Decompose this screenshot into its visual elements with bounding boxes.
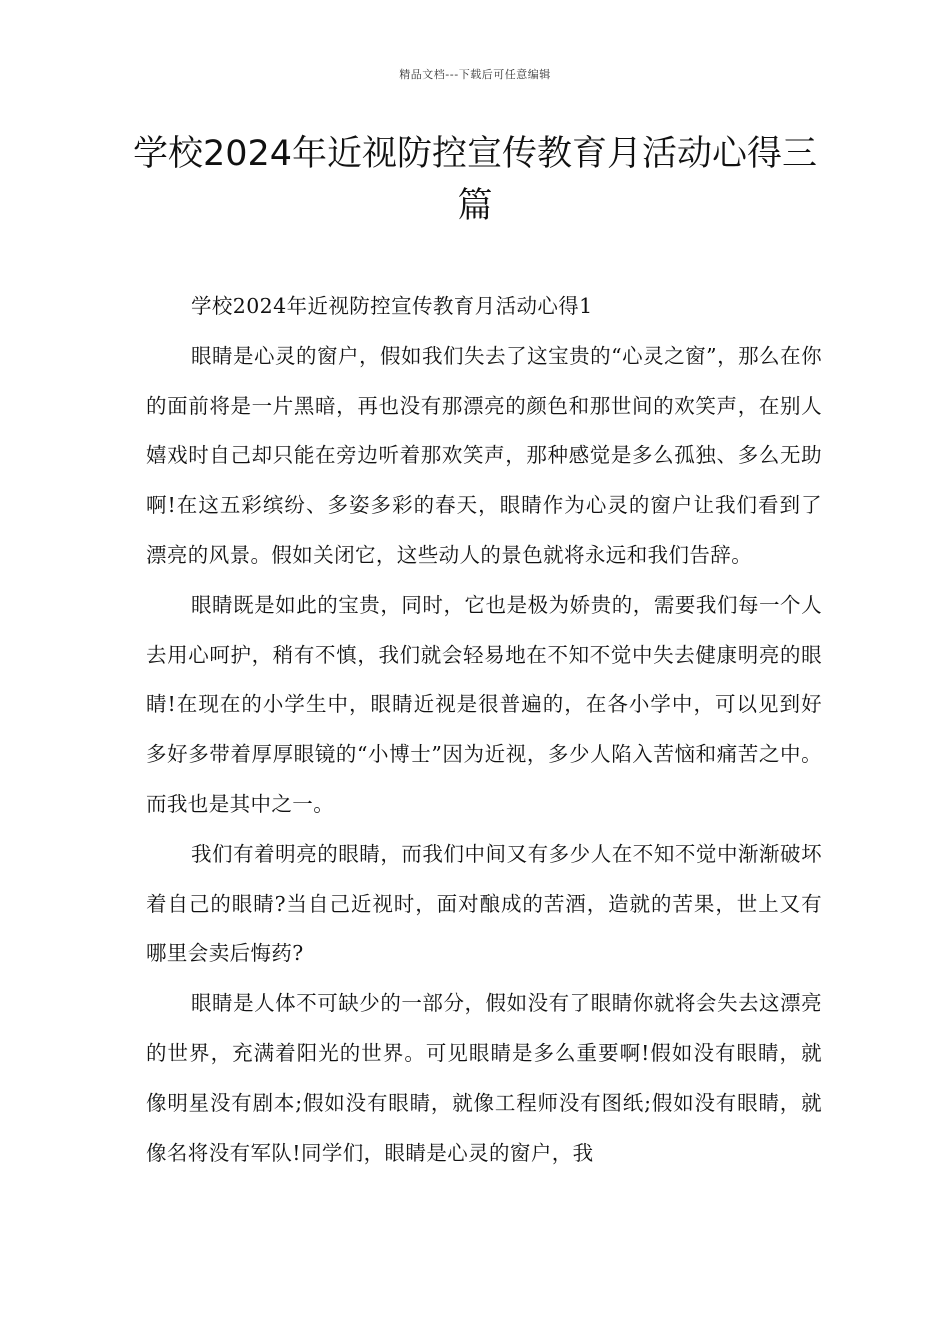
paragraph: 眼睛是心灵的窗户，假如我们失去了这宝贵的“心灵之窗”，那么在你的面前将是一片黑暗，再也没有那漂亮的颜色和那世间的欢笑声，在别人嬉戏时自己却只能在旁边听着那欢笑声，那种感觉是多么孤独、多么无助啊!在这五彩缤纷、多姿多彩的春天，眼睛作为心灵的窗户让我们看到了漂亮的风景。假如关闭它，这些动人的景色就将永远和我们告辞。: [146, 343, 822, 567]
header-note: 精品文档---下载后可任意编辑: [399, 68, 551, 81]
section-heading: 学校2024年近视防控宣传教育月活动心得1: [191, 294, 593, 318]
paragraph: 我们有着明亮的眼睛，而我们中间又有多少人在不知不觉中渐渐破坏着自己的眼睛?当自己近视时，面对酿成的苦酒，造就的苦果，世上又有哪里会卖后悔药?: [146, 841, 822, 966]
document-title: 学校2024年近视防控宣传教育月活动心得三篇: [132, 134, 818, 226]
paragraph: 眼睛既是如此的宝贵，同时，它也是极为娇贵的，需要我们每一个人去用心呵护，稍有不慎，我们就会轻易地在不知不觉中失去健康明亮的眼睛!在现在的小学生中，眼睛近视是很普遍的，在各小学中，可以见到好多好多带着厚厚眼镜的“小博士”因为近视，多少人陷入苦恼和痛苦之中。而我也是其中之一。: [146, 592, 822, 816]
paragraph: 眼睛是人体不可缺少的一部分，假如没有了眼睛你就将会失去这漂亮的世界，充满着阳光的世界。可见眼睛是多么重要啊!假如没有眼睛，就像明星没有剧本;假如没有眼睛，就像工程师没有图纸;假如没有眼睛，就像名将没有军队!同学们，眼睛是心灵的窗户，我: [146, 991, 822, 1165]
document-body: [146, 282, 822, 1178]
